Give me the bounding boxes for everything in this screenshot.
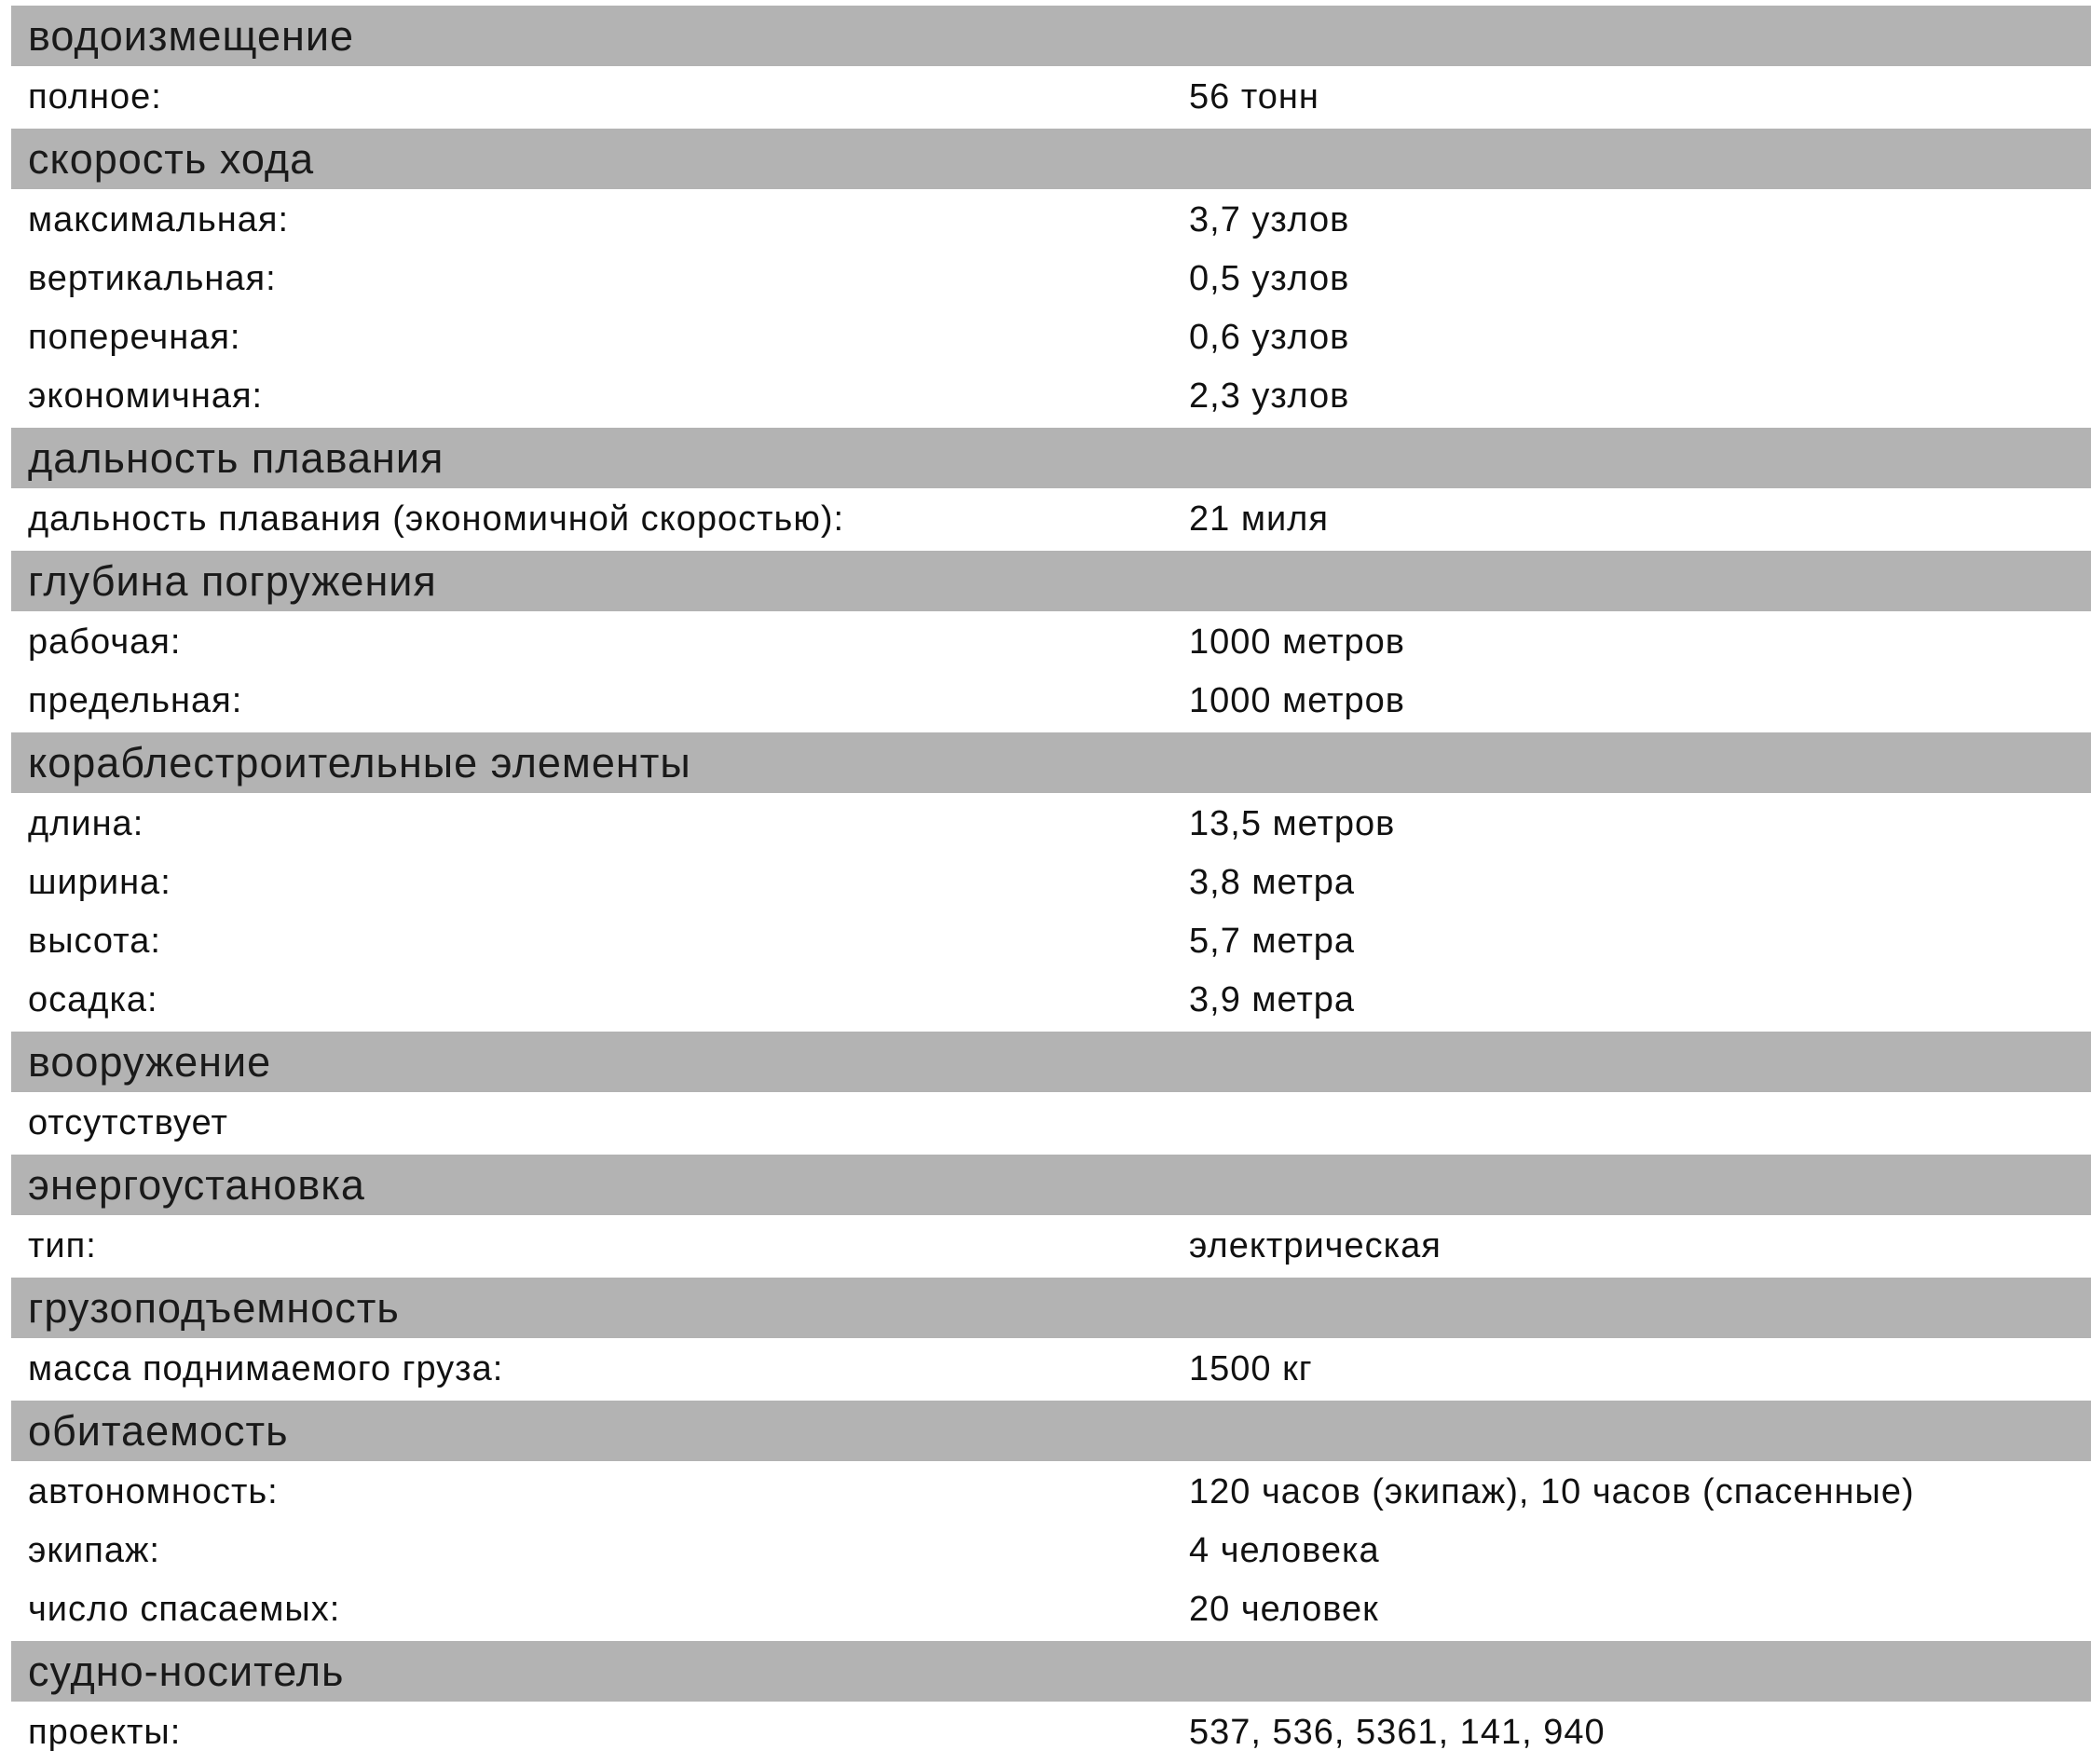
spec-value: 1000 метров xyxy=(1189,681,1405,720)
spec-value: 1000 метров xyxy=(1189,622,1405,662)
section-header: дальность плавания xyxy=(11,428,2091,488)
spec-label: отсутствует xyxy=(28,1103,228,1142)
spec-value: 120 часов (экипаж), 10 часов (спасенные) xyxy=(1189,1472,1915,1511)
spec-label: экономичная: xyxy=(28,376,264,416)
spec-label: осадка: xyxy=(28,980,158,1019)
section-header: обитаемость xyxy=(11,1401,2091,1461)
spec-label: тип: xyxy=(28,1226,97,1265)
spec-section xyxy=(11,6,2091,127)
spec-row xyxy=(11,854,2091,912)
spec-label: проекты: xyxy=(28,1713,182,1752)
spec-section xyxy=(11,551,2091,731)
section-header: вооружение xyxy=(11,1032,2091,1092)
spec-row xyxy=(11,1094,2091,1153)
spec-row xyxy=(11,613,2091,672)
spec-label: вертикальная: xyxy=(28,259,277,298)
spec-row xyxy=(11,912,2091,971)
section-header: глубина погружения xyxy=(11,551,2091,611)
spec-row xyxy=(11,367,2091,426)
spec-row xyxy=(11,795,2091,854)
spec-value: 0,6 узлов xyxy=(1189,318,1350,357)
spec-value: 5,7 метра xyxy=(1189,922,1356,961)
spec-section xyxy=(11,1278,2091,1399)
spec-label: экипаж: xyxy=(28,1531,160,1570)
spec-label: высота: xyxy=(28,922,161,961)
spec-section xyxy=(11,428,2091,549)
spec-value: 4 человека xyxy=(1189,1531,1380,1570)
spec-value: 1500 кг xyxy=(1189,1349,1313,1388)
spec-label: максимальная: xyxy=(28,200,290,239)
spec-row xyxy=(11,68,2091,127)
spec-value: 0,5 узлов xyxy=(1189,259,1350,298)
spec-label: автономность: xyxy=(28,1472,279,1511)
spec-label: поперечная: xyxy=(28,318,241,357)
spec-row xyxy=(11,250,2091,308)
spec-label: ширина: xyxy=(28,863,171,902)
spec-value: 3,8 метра xyxy=(1189,863,1356,902)
spec-row xyxy=(11,1217,2091,1276)
spec-row xyxy=(11,1580,2091,1639)
spec-value: 3,9 метра xyxy=(1189,980,1356,1019)
section-header: грузоподъемность xyxy=(11,1278,2091,1338)
spec-label: предельная: xyxy=(28,681,243,720)
spec-value: 3,7 узлов xyxy=(1189,200,1350,239)
spec-value: 20 человек xyxy=(1189,1590,1379,1629)
spec-section xyxy=(11,1641,2091,1762)
spec-section xyxy=(11,1401,2091,1639)
spec-label: полное: xyxy=(28,77,162,116)
spec-row xyxy=(11,971,2091,1030)
section-header: скорость хода xyxy=(11,129,2091,189)
spec-row xyxy=(11,1340,2091,1399)
spec-section xyxy=(11,1032,2091,1153)
spec-section xyxy=(11,129,2091,426)
spec-label: масса поднимаемого груза: xyxy=(28,1349,504,1388)
spec-label: дальность плавания (экономичной скоростью): xyxy=(28,499,845,539)
spec-label: длина: xyxy=(28,804,144,843)
spec-row xyxy=(11,308,2091,367)
spec-section xyxy=(11,1155,2091,1276)
spec-table xyxy=(11,6,2091,1764)
spec-row xyxy=(11,1522,2091,1580)
spec-section xyxy=(11,732,2091,1030)
spec-value: электрическая xyxy=(1189,1226,1442,1265)
spec-row xyxy=(11,672,2091,731)
spec-value: 56 тонн xyxy=(1189,77,1319,116)
spec-row xyxy=(11,191,2091,250)
spec-value: 2,3 узлов xyxy=(1189,376,1350,416)
spec-row xyxy=(11,490,2091,549)
spec-row xyxy=(11,1703,2091,1762)
spec-row xyxy=(11,1463,2091,1522)
section-header: кораблестроительные элементы xyxy=(11,732,2091,793)
section-header: энергоустановка xyxy=(11,1155,2091,1215)
spec-value: 13,5 метров xyxy=(1189,804,1396,843)
section-header: судно-носитель xyxy=(11,1641,2091,1702)
spec-value: 21 миля xyxy=(1189,499,1329,539)
section-header: водоизмещение xyxy=(11,6,2091,66)
spec-value: 537, 536, 5361, 141, 940 xyxy=(1189,1713,1606,1752)
spec-label: рабочая: xyxy=(28,622,182,662)
spec-label: число спасаемых: xyxy=(28,1590,341,1629)
